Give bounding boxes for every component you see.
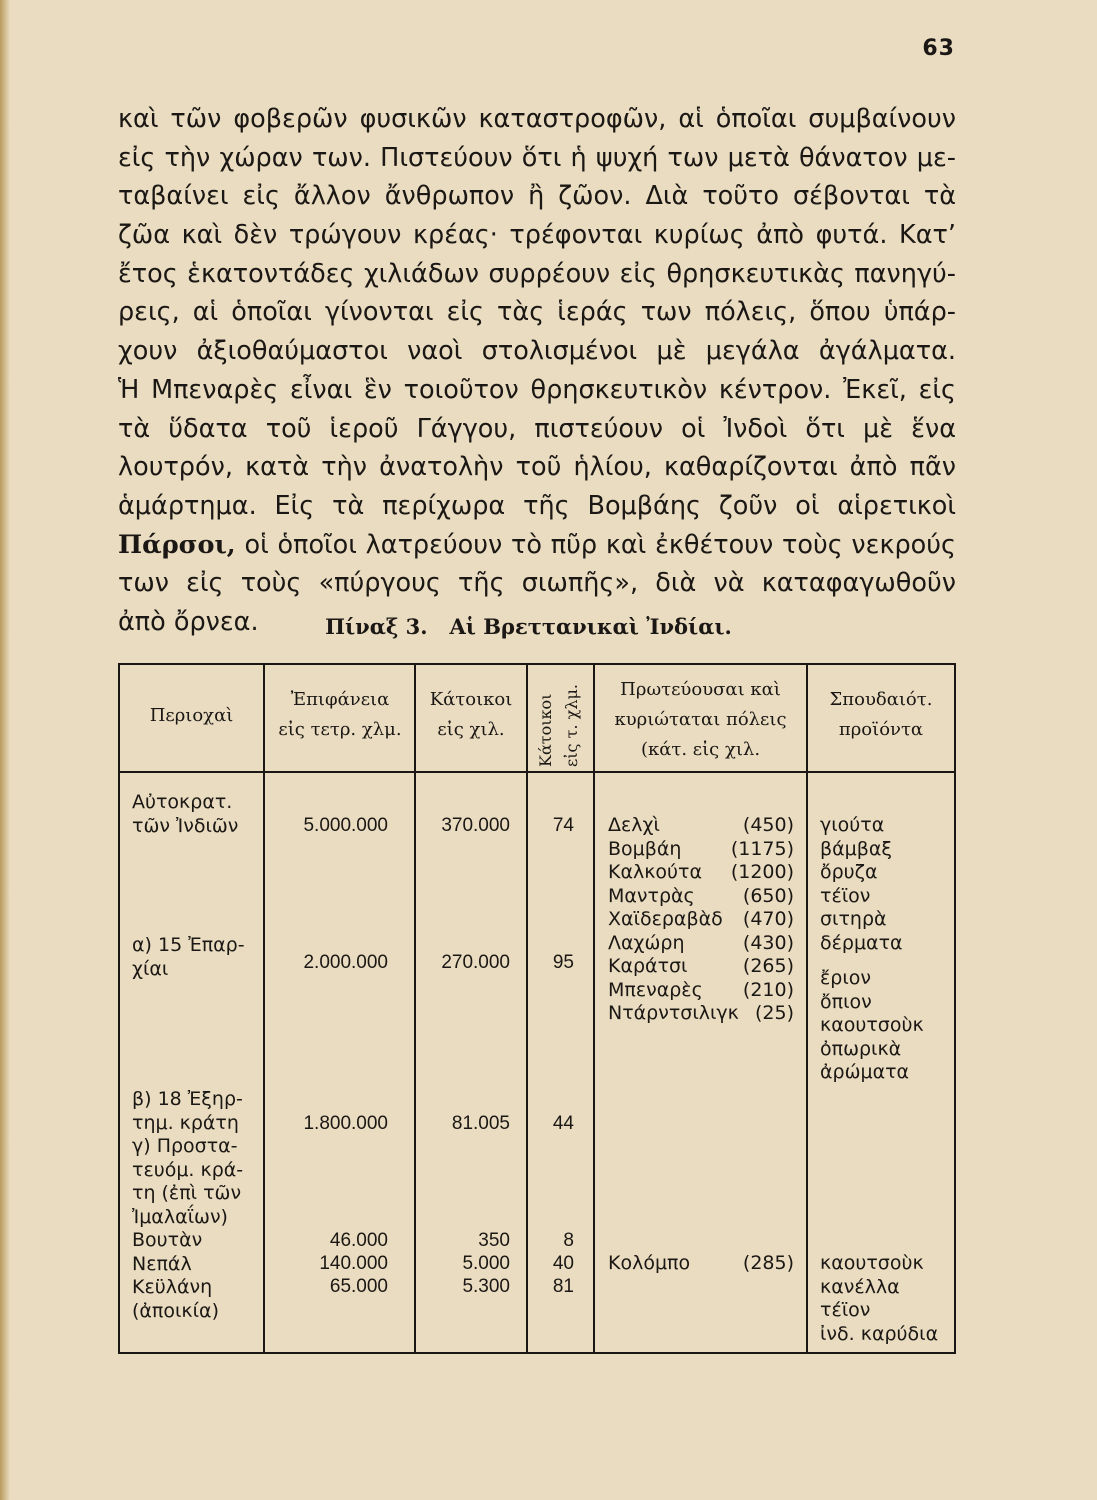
city-population: (450) [742,814,794,836]
text-line-rest: οἱ ὁποῖοι λατρεύουν τὸ πῦρ καὶ ἐκθέτουν τοὺς νεκρούς [244,529,956,560]
city-entry [608,1252,794,1276]
region-line: γ) Προστα- [132,1135,238,1157]
product-item: δέρματα [820,931,903,954]
text-line: των εἰς τοὺς «πύργους τῆς σιωπῆς», διὰ νὰ καταφαγωθοῦν [118,568,956,599]
population-value: 370.000 [441,815,510,836]
text-line: ταβαίνει εἰς ἄλλον ἄνθρωπον ἢ ζῶον. Διὰ τοῦτο σέβονται τὰ [118,181,956,212]
text-line: ρεις, αἱ ὁποῖαι γίνονται εἰς τὰς ἱεράς των πόλεις, ὅπου ὑπάρ- [118,297,956,328]
city-name: Χαϊδεραβὰδ [608,908,723,930]
region-line: τη (ἐπὶ τῶν [132,1182,242,1204]
text-line-with-bold [118,526,956,565]
area-value: 65.000 [329,1276,388,1297]
header-bottom-rule [118,771,956,773]
area-value: 2.000.000 [303,952,388,973]
text-line: ἔτος ἑκατοντάδες χιλιάδων συρρέουν εἰς θρησκευτικὰς πανηγύ- [118,258,956,289]
header-area-line: Ἐπιφάνεια [290,689,390,710]
city-name: Δελχὶ [608,814,660,836]
column-rule [526,663,528,1353]
header-population-line: εἰς χιλ. [437,719,505,740]
text-line: Ἡ Μπεναρὲς εἶναι ἓν τοιοῦτον θρησκευτικὸν κέντρον. Ἐκεῖ, εἰς [118,374,956,405]
text-line: ἁμάρτημα. Εἰς τὰ περίχωρα τῆς Βομβάης ζοῦν οἱ αἱρετικοὶ [118,490,956,521]
population-value: 350 [478,1230,510,1251]
population-value: 5.000 [462,1253,510,1274]
column-rule [806,663,808,1353]
page-number: 63 [922,36,955,61]
city-name: Μαντρὰς [608,884,695,907]
population-value: 270.000 [441,952,510,973]
density-value: 44 [552,1113,574,1134]
density-value: 40 [552,1253,574,1274]
header-cities-line: κυριώταται πόλεις [614,709,787,730]
area-value: 46.000 [329,1230,388,1251]
cities-list [608,814,794,1026]
product-item: ἔριον [820,967,871,989]
header-area-line: εἰς τετρ. χλμ. [278,719,402,740]
region-provinces [132,934,245,981]
city-population: (25) [754,1002,794,1024]
bold-term: Πάρσοι, [118,529,236,560]
text-line: εἰς τὴν χώραν των. Πιστεύουν ὅτι ἡ ψυχή των μετὰ θάνατον με- [118,142,956,173]
region-line: τῶν Ἰνδιῶν [132,814,239,837]
density-value: 95 [552,952,574,973]
column-rule [414,663,416,1353]
text-line: ζῶα καὶ δὲν τρώγουν κρέας· τρέφονται κυρίως ἀπὸ φυτά. Κατ’ [118,220,956,251]
region-line: τημ. κράτη [132,1111,239,1134]
header-products-line: προϊόντα [838,719,924,740]
ceylon-products-list [820,1252,938,1346]
product-item: κανέλλα [820,1275,900,1298]
city-entry [608,1002,794,1026]
product-item: ὄπιον [820,990,872,1013]
city-population: (430) [742,931,794,954]
city-entry [608,955,794,979]
header-cities-line: Πρωτεύουσαι καὶ [620,679,781,700]
population-value: 5.300 [462,1276,510,1297]
text-line: χουν ἀξιοθαύμαστοι ναοὶ στολισμένοι μὲ μεγάλα ἀγάλματα. [118,336,956,367]
header-region: Περιοχαὶ [149,705,234,726]
city-population: (1200) [730,861,794,883]
data-table [118,663,956,1353]
region-line: Βουτὰν [132,1229,203,1251]
region-dependent-states [132,1088,243,1323]
city-entry [608,979,794,1003]
table-title: Αἱ Βρεττανικαὶ Ἰνδίαι. [449,614,732,639]
city-name: Καράτσι [608,955,688,977]
table-number: Πίναξ 3. [325,614,428,639]
density-value: 8 [563,1230,574,1251]
city-entry [608,814,794,838]
header-area [266,685,414,745]
city-name: Ντάρντσιλιγκ [608,1002,739,1024]
density-value: 74 [552,815,574,836]
column-rule [954,663,956,1353]
area-value: 140.000 [319,1253,388,1274]
header-population [416,685,526,745]
city-name: Καλκούτα [608,861,703,883]
product-item: βάμβαξ [820,837,892,860]
product-item: σιτηρὰ [820,908,887,930]
region-line: Ἰμαλαΐων) [132,1205,228,1228]
region-line: Κεϋλάνη [132,1276,213,1298]
city-name: Βομβάη [608,837,682,860]
city-name: Κολόμπο [608,1252,691,1274]
product-item: καουτσοὺκ [820,1252,924,1274]
product-item: τέϊον [820,884,871,907]
city-name: Λαχώρη [608,931,685,954]
product-item: καουτσοὺκ [820,1014,924,1036]
city-population: (650) [742,884,794,907]
header-density-line: εἰς τ. χλμ. [562,684,581,767]
city-population: (210) [742,978,794,1001]
text-line: καὶ τῶν φοβερῶν φυσικῶν καταστροφῶν, αἱ ὁποῖαι συμβαίνουν [118,104,956,134]
city-population: (1175) [730,837,794,860]
body-paragraph [118,100,956,642]
text-line: ἀπὸ ὄρνεα. [118,606,259,637]
ceylon-city [608,1252,794,1276]
product-item: ὀπωρικὰ [820,1037,902,1060]
city-name: Μπεναρὲς [608,978,703,1001]
city-population: (265) [742,955,794,977]
column-rule [118,663,120,1353]
page-binding-edge [0,0,10,1500]
city-entry [608,885,794,909]
header-density-line: Κάτοικοι [536,693,555,767]
population-value: 81.005 [451,1113,510,1134]
products-list [820,814,924,1085]
header-population-line: Κάτοικοι [429,689,513,710]
product-item: ἰνδ. καρύδια [820,1322,939,1345]
region-line: Αὐτοκρατ. [132,791,233,813]
city-entry [608,838,794,862]
column-rule [263,663,265,1353]
text-line: λουτρόν, κατὰ τὴν ἀνατολὴν τοῦ ἡλίου, καθαρίζονται ἀπὸ πᾶν [118,452,956,483]
city-entry [608,908,794,932]
city-entry [608,932,794,956]
region-line: Νεπάλ [132,1252,192,1275]
product-item: τέϊον [820,1299,871,1321]
area-value: 5.000.000 [303,815,388,836]
region-line: β) 18 Ἐξηρ- [132,1088,243,1110]
product-item: γιούτα [820,814,885,836]
region-empire [132,791,238,838]
area-value: 1.800.000 [303,1113,388,1134]
header-cities-line: (κάτ. εἰς χιλ. [640,739,761,760]
region-line: χίαι [132,957,169,980]
product-item: ἀρώματα [820,1061,910,1083]
city-population: (470) [742,908,794,930]
city-population: (285) [742,1252,794,1274]
city-entry [608,861,794,885]
product-item: ὄρυζα [820,861,878,883]
header-cities [595,675,806,765]
region-line: (ἀποικία) [132,1299,219,1322]
table-bottom-rule [118,1352,956,1354]
text-line: τὰ ὕδατα τοῦ ἱεροῦ Γάγγου, πιστεύουν οἱ Ἰνδοὶ ὅτι μὲ ἕνα [118,413,956,444]
column-rule [593,663,595,1353]
table-top-rule [118,663,956,665]
region-line: τευόμ. κρά- [132,1158,244,1181]
header-products [808,685,954,745]
density-value: 81 [552,1276,574,1297]
region-line: α) 15 Ἐπαρ- [132,934,245,956]
table-caption [0,614,1097,639]
header-products-line: Σπουδαιότ. [829,689,933,710]
